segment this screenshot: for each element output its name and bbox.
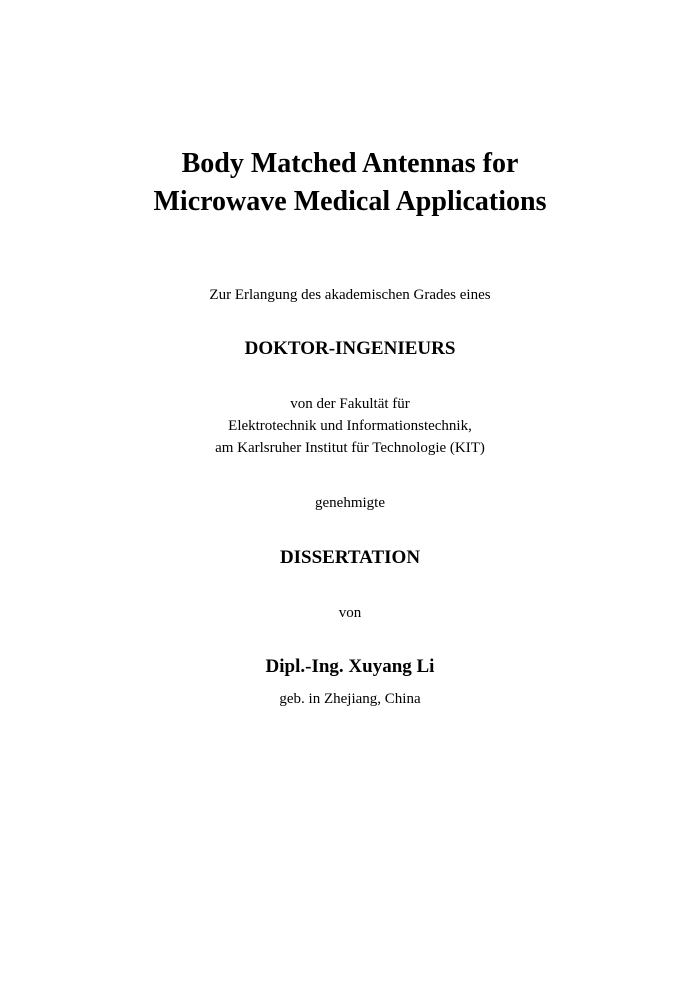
dissertation-heading: DISSERTATION xyxy=(279,547,421,568)
title-line-1: Body Matched Antennas for xyxy=(181,148,519,179)
faculty-line-2: Elektrotechnik und Informationstechnik, xyxy=(228,418,472,434)
author-birthplace: geb. in Zhejiang, China xyxy=(279,691,421,707)
author-name: Dipl.-Ing. Xuyang Li xyxy=(265,656,435,677)
approved-text: genehmigte xyxy=(315,495,385,511)
faculty-line-1: von der Fakultät für xyxy=(290,396,410,412)
by-text: von xyxy=(338,605,362,621)
intro-text: Zur Erlangung des akademischen Grades eines xyxy=(209,287,491,303)
faculty-line-3: am Karlsruher Institut für Technologie (KIT) xyxy=(215,440,485,456)
degree-heading: DOKTOR-INGENIEURS xyxy=(244,338,456,359)
title-line-2: Microwave Medical Applications xyxy=(153,186,547,217)
